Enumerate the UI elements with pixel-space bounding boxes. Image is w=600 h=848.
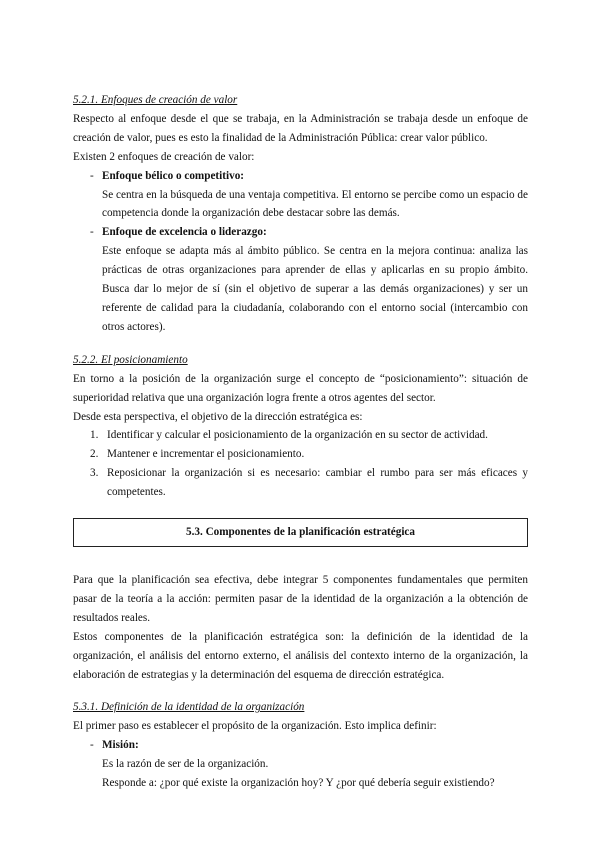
- list-item-text: Responde a: ¿por qué existe la organización hoy? Y ¿por qué debería seguir existiendo?: [102, 777, 495, 790]
- list-item-text: Este enfoque se adapta más al ámbito público. Se centra en la mejora continua: analiza las prácticas de otras organizaciones para aprender de ellas y aplicarlas en su propio ámbito. Busca dar lo mejor de sí (sin el objetivo de superar a las demás organizaciones) y ser un referente de calidad para la ciudadanía, colaborando con el entorno social (intercambio con otros actores).: [102, 245, 528, 333]
- number-marker: 2.: [90, 448, 99, 461]
- list-item-text: Se centra en la búsqueda de una ventaja competitiva. El entorno se percibe como un espacio de competencia donde la organización debe destacar sobre las demás.: [102, 188, 528, 220]
- section-title-5-3: 5.3. Componentes de la planificación estratégica: [185, 526, 415, 539]
- numbered-item-text: Identificar y calcular el posicionamiento de la organización en su sector de actividad.: [107, 429, 488, 442]
- paragraph: En torno a la posición de la organización surge el concepto de “posicionamiento”: situación de superioridad relativa que una organización logra frente a otros agentes del sector.: [73, 372, 528, 404]
- number-marker: 1.: [90, 429, 99, 442]
- paragraph: Para que la planificación sea efectiva, debe integrar 5 componentes fundamentales que permiten pasar de la teoría a la acción: permiten pasar de la identidad de la organización a la obtención de resultados reales.: [73, 574, 528, 624]
- dash-marker: -: [90, 169, 94, 182]
- numbered-item: [73, 445, 528, 464]
- list-item-title: Enfoque bélico o competitivo:: [102, 169, 245, 182]
- paragraph: Respecto al enfoque desde el que se trabaja, en la Administración se trabaja desde un enfoque de creación de valor, pues es esto la finalidad de la Administración Pública: crear valor público.: [73, 112, 528, 144]
- list-item: [73, 223, 528, 336]
- paragraph: El primer paso es establecer el propósito de la organización. Esto implica definir:: [73, 720, 437, 733]
- section-heading-5-2-2: 5.2.2. El posicionamiento: [73, 353, 188, 366]
- numbered-item-text: Mantener e incrementar el posicionamiento.: [107, 448, 305, 461]
- list-item-title: Enfoque de excelencia o liderazgo:: [102, 226, 267, 239]
- document-page: [73, 91, 528, 793]
- section-heading-5-2-1: 5.2.1. Enfoques de creación de valor: [73, 94, 238, 106]
- numbered-item: [73, 464, 528, 502]
- list-item: [73, 167, 528, 224]
- paragraph: Existen 2 enfoques de creación de valor:: [73, 150, 255, 163]
- paragraph: Desde esta perspectiva, el objetivo de la dirección estratégica es:: [73, 410, 363, 423]
- dash-marker: -: [90, 739, 94, 752]
- section-title-box: [73, 518, 528, 547]
- section-heading-5-3-1: 5.3.1. Definición de la identidad de la organización: [73, 701, 305, 714]
- dash-marker: -: [90, 226, 94, 239]
- number-marker: 3.: [90, 467, 99, 480]
- list-item-text: Es la razón de ser de la organización.: [102, 758, 269, 771]
- list-item: [73, 736, 528, 793]
- numbered-item: [73, 426, 528, 445]
- list-item-title: Misión:: [102, 739, 139, 752]
- paragraph: Estos componentes de la planificación estratégica son: la definición de la identidad de la organización, el análisis del entorno externo, el análisis del contexto interno de la organización, la elaboración de estrategias y la determinación del esquema de dirección estratégica.: [73, 630, 528, 681]
- numbered-item-text: Reposicionar la organización si es necesario: cambiar el rumbo para ser más eficaces y competentes.: [107, 467, 528, 499]
